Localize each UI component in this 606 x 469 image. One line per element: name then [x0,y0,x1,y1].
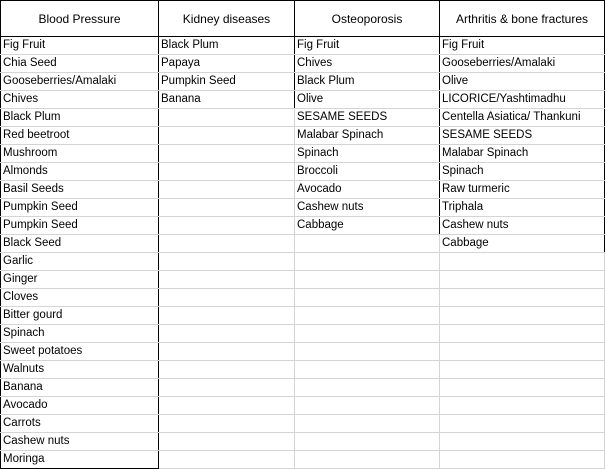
cell-kidney-diseases [159,199,295,217]
cell-kidney-diseases [159,361,295,379]
cell-kidney-diseases [159,181,295,199]
table-row [1,163,605,181]
cell-osteoporosis: Spinach [295,145,440,163]
header-osteoporosis: Osteoporosis [295,1,440,37]
cell-kidney-diseases [159,217,295,235]
cell-kidney-diseases [159,271,295,289]
cell-osteoporosis [295,415,440,433]
cell-blood-pressure: Cashew nuts [1,433,159,451]
table-row [1,271,605,289]
cell-blood-pressure: Spinach [1,325,159,343]
header-arthritis: Arthritis & bone fractures [440,1,605,37]
table-row [1,253,605,271]
cell-arthritis [440,397,605,415]
table-row [1,343,605,361]
cell-arthritis: Olive [440,73,605,91]
cell-blood-pressure: Bitter gourd [1,307,159,325]
cell-blood-pressure: Banana [1,379,159,397]
cell-osteoporosis: Black Plum [295,73,440,91]
table-row [1,451,605,469]
header-kidney-diseases: Kidney diseases [159,1,295,37]
cell-blood-pressure: Walnuts [1,361,159,379]
cell-osteoporosis [295,379,440,397]
cell-arthritis: Triphala [440,199,605,217]
table-row [1,91,605,109]
table-row [1,415,605,433]
header-blood-pressure: Blood Pressure [1,1,159,37]
cell-arthritis: Raw turmeric [440,181,605,199]
cell-blood-pressure: Chia Seed [1,55,159,73]
table-row [1,199,605,217]
cell-blood-pressure: Carrots [1,415,159,433]
cell-osteoporosis [295,253,440,271]
cell-kidney-diseases: Black Plum [159,37,295,55]
cell-arthritis [440,325,605,343]
cell-kidney-diseases [159,289,295,307]
cell-arthritis [440,379,605,397]
cell-osteoporosis [295,325,440,343]
table-row [1,433,605,451]
cell-kidney-diseases [159,145,295,163]
table-row [1,73,605,91]
cell-blood-pressure: Pumpkin Seed [1,199,159,217]
cell-arthritis [440,289,605,307]
cell-arthritis: Centella Asiatica/ Thankuni [440,109,605,127]
cell-osteoporosis [295,397,440,415]
cell-blood-pressure: Pumpkin Seed [1,217,159,235]
table-row [1,37,605,55]
table-row [1,55,605,73]
table-row [1,235,605,253]
cell-osteoporosis: Cabbage [295,217,440,235]
cell-osteoporosis [295,235,440,253]
cell-osteoporosis [295,307,440,325]
cell-arthritis [440,433,605,451]
cell-arthritis: Cabbage [440,235,605,253]
cell-blood-pressure: Sweet potatoes [1,343,159,361]
cell-arthritis [440,343,605,361]
cell-arthritis [440,415,605,433]
cell-kidney-diseases: Banana [159,91,295,109]
cell-osteoporosis [295,271,440,289]
cell-osteoporosis: Avocado [295,181,440,199]
cell-osteoporosis [295,451,440,469]
table-row [1,181,605,199]
cell-blood-pressure: Red beetroot [1,127,159,145]
cell-kidney-diseases [159,343,295,361]
cell-osteoporosis: Broccoli [295,163,440,181]
cell-kidney-diseases: Pumpkin Seed [159,73,295,91]
cell-kidney-diseases [159,397,295,415]
table-row [1,361,605,379]
table-row [1,145,605,163]
cell-blood-pressure: Cloves [1,289,159,307]
cell-osteoporosis [295,343,440,361]
cell-kidney-diseases [159,253,295,271]
cell-arthritis: LICORICE/Yashtimadhu [440,91,605,109]
cell-kidney-diseases [159,415,295,433]
cell-kidney-diseases [159,451,295,469]
cell-osteoporosis [295,289,440,307]
cell-arthritis: Spinach [440,163,605,181]
cell-osteoporosis: Malabar Spinach [295,127,440,145]
table-row [1,217,605,235]
table-row [1,325,605,343]
cell-kidney-diseases: Papaya [159,55,295,73]
cell-blood-pressure: Ginger [1,271,159,289]
cell-osteoporosis: SESAME SEEDS [295,109,440,127]
cell-blood-pressure: Moringa [1,451,159,469]
cell-osteoporosis: Chives [295,55,440,73]
cell-blood-pressure: Fig Fruit [1,37,159,55]
cell-arthritis [440,271,605,289]
cell-osteoporosis: Olive [295,91,440,109]
cell-arthritis [440,253,605,271]
cell-blood-pressure: Gooseberries/Amalaki [1,73,159,91]
table-row [1,379,605,397]
cell-arthritis: Gooseberries/Amalaki [440,55,605,73]
cell-kidney-diseases [159,127,295,145]
cell-kidney-diseases [159,109,295,127]
cell-osteoporosis [295,361,440,379]
cell-arthritis [440,307,605,325]
cell-arthritis [440,361,605,379]
table-row [1,289,605,307]
cell-arthritis [440,451,605,469]
cell-arthritis: SESAME SEEDS [440,127,605,145]
cell-osteoporosis [295,433,440,451]
table-row [1,127,605,145]
table-row [1,109,605,127]
cell-blood-pressure: Black Seed [1,235,159,253]
cell-kidney-diseases [159,235,295,253]
cell-kidney-diseases [159,325,295,343]
cell-blood-pressure: Basil Seeds [1,181,159,199]
cell-arthritis: Cashew nuts [440,217,605,235]
cell-kidney-diseases [159,433,295,451]
cell-kidney-diseases [159,307,295,325]
table-row [1,307,605,325]
cell-blood-pressure: Black Plum [1,109,159,127]
cell-kidney-diseases [159,379,295,397]
cell-blood-pressure: Almonds [1,163,159,181]
cell-arthritis: Malabar Spinach [440,145,605,163]
cell-osteoporosis: Cashew nuts [295,199,440,217]
cell-blood-pressure: Garlic [1,253,159,271]
cell-arthritis: Fig Fruit [440,37,605,55]
header-row [1,1,605,37]
cell-osteoporosis: Fig Fruit [295,37,440,55]
cell-blood-pressure: Avocado [1,397,159,415]
cell-blood-pressure: Chives [1,91,159,109]
cell-blood-pressure: Mushroom [1,145,159,163]
cell-kidney-diseases [159,163,295,181]
table-row [1,397,605,415]
